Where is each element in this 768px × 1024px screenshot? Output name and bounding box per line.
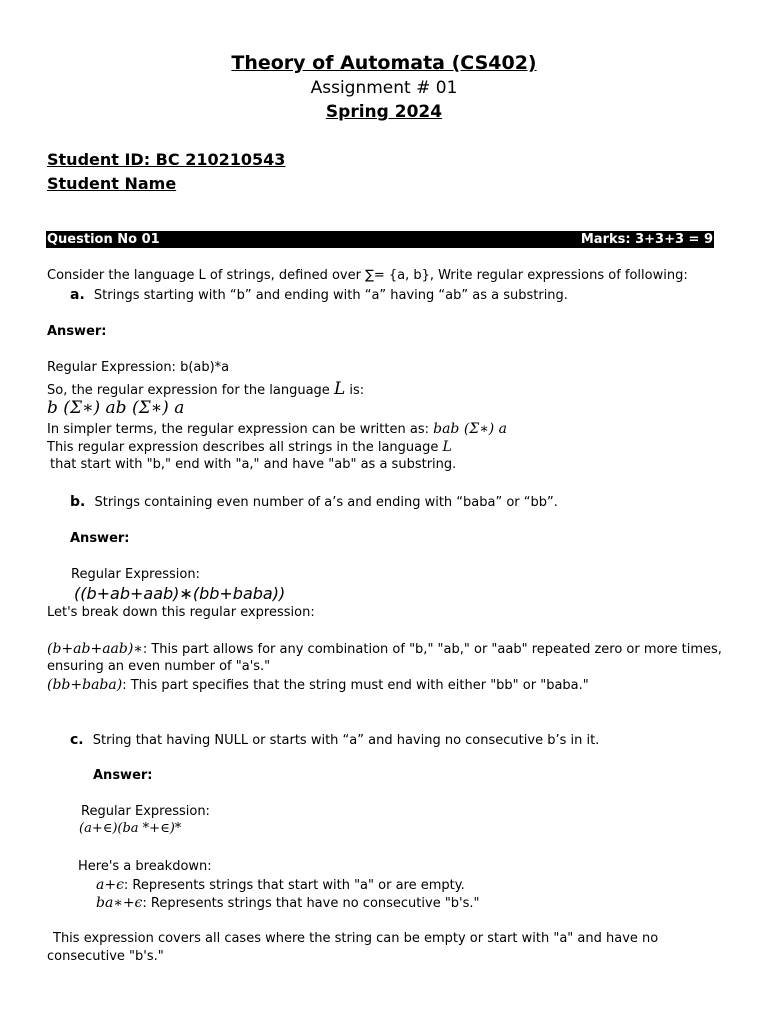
part-a-so-text: So, the regular expression for the language <box>47 383 330 398</box>
part-b-breakdown-intro: Let's break down this regular expression: <box>47 605 315 620</box>
part-c-statement <box>70 732 599 748</box>
part-b-line1-text: : This part allows for any combination of "b," "ab," or "aab" repeated zero or more times, <box>142 642 722 657</box>
part-c-text: String that having NULL or starts with “a” and having no consecutive b’s in it. <box>92 733 600 748</box>
part-c-breakdown-item1 <box>96 877 465 893</box>
part-a-answer-label: Answer: <box>47 324 107 339</box>
part-b-line2-math: (bb+baba) <box>47 677 123 693</box>
part-b-statement <box>70 494 558 510</box>
part-b-breakdown-line1 <box>47 641 722 657</box>
part-b-breakdown-line1-cont: ensuring an even number of "a's." <box>47 659 271 674</box>
semester: Spring 2024 <box>325 102 443 122</box>
student-id: Student ID: BC 210210543 <box>47 150 286 169</box>
part-a-so-line <box>47 379 364 399</box>
part-a-simpler-text: In simpler terms, the regular expression can be written as: <box>47 422 429 437</box>
assignment-number: Assignment # 01 <box>310 78 458 98</box>
part-b-letter: b. <box>70 494 86 510</box>
part-a-so-var: L <box>333 379 346 399</box>
part-c-item1-text: : Represents strings that start with "a" or are empty. <box>123 878 465 893</box>
student-name: Student Name <box>47 174 177 193</box>
part-b-line2-text: : This part specifies that the string must end with either "bb" or "baba." <box>122 678 589 693</box>
part-c-regex-label: Regular Expression: <box>81 804 210 819</box>
part-a-letter: a. <box>70 287 85 303</box>
part-c-regex-math: (a+∈)(ba *+∈)* <box>79 821 182 836</box>
part-a-describes-line <box>47 439 452 455</box>
part-b-regex-label: Regular Expression: <box>71 567 200 582</box>
question-header-bar <box>46 231 714 248</box>
part-c-breakdown-label: Here's a breakdown: <box>78 859 212 874</box>
part-c-answer-label: Answer: <box>93 768 153 783</box>
part-a-statement <box>70 287 568 303</box>
document-title: Theory of Automata (CS402) <box>231 52 537 74</box>
part-b-regex-math: ((b+ab+aab)∗(bb+baba)) <box>74 584 286 603</box>
part-a-describes-text: This regular expression describes all strings in the language <box>47 440 439 455</box>
part-a-math-expression: b (Σ∗) ab (Σ∗) a <box>47 398 185 418</box>
question-marks: Marks: 3+3+3 = 9 <box>580 232 713 247</box>
part-a-text: Strings starting with “b” and ending with “a” having “ab” as a substring. <box>93 288 568 303</box>
part-b-breakdown-line2 <box>47 677 589 693</box>
part-b-answer-label: Answer: <box>70 531 130 546</box>
part-b-line1-math: (b+ab+aab)∗ <box>47 641 143 657</box>
part-a-simpler-line <box>47 421 507 437</box>
part-c-item2-math: ba∗+ϵ <box>96 895 143 911</box>
part-a-simpler-math: bab (Σ∗) a <box>433 421 507 437</box>
question-intro: Consider the language L of strings, defined over ∑= {a, b}, Write regular expressions of following: <box>47 268 688 283</box>
part-a-regex-line: Regular Expression: b(ab)*a <box>47 360 230 375</box>
part-c-item2-text: : Represents strings that have no consecutive "b's." <box>142 896 480 911</box>
part-c-item1-math: a+ϵ <box>96 877 124 893</box>
part-c-conclusion-line1: This expression covers all cases where the string can be empty or start with "a" and have no <box>53 931 659 946</box>
part-a-start-end-line: that start with "b," end with "a," and have "ab" as a substring. <box>50 457 457 472</box>
part-a-describes-var: L <box>442 439 452 455</box>
part-c-breakdown-item2 <box>96 895 480 911</box>
part-c-letter: c. <box>70 732 84 748</box>
part-c-conclusion-line2: consecutive "b's." <box>47 949 164 964</box>
question-label: Question No 01 <box>47 232 160 247</box>
part-a-so-end: is: <box>349 383 365 398</box>
part-b-text: Strings containing even number of a’s and ending with “baba” or “bb”. <box>94 495 558 510</box>
